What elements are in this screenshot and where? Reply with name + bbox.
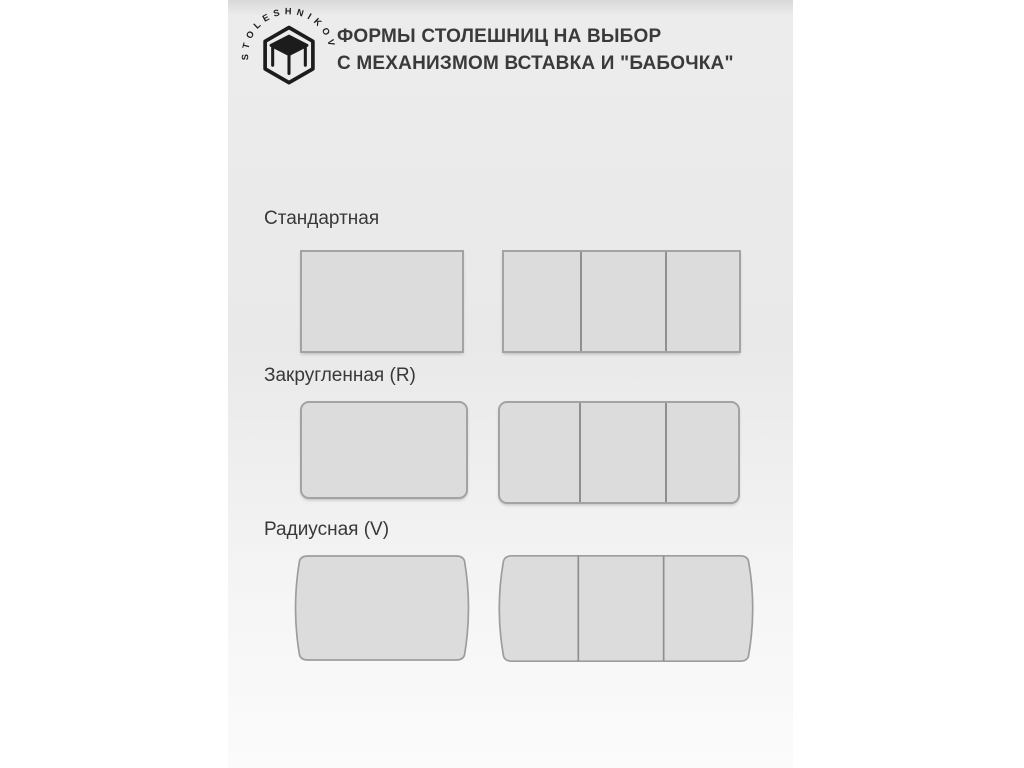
tabletop-standard-closed: [300, 250, 464, 353]
section-label-radius: Радиусная (V): [264, 519, 390, 540]
tabletop-rounded-closed: [300, 401, 468, 499]
tabletop-panel: [500, 403, 579, 502]
tabletop-panel: [504, 252, 580, 351]
content-page: [228, 0, 793, 768]
page-title-line-1: ФОРМЫ СТОЛЕШНИЦ НА ВЫБОР: [337, 26, 662, 47]
tabletop-panel: [665, 403, 738, 502]
brand-name-arc-text: STOLESHNIKOV: [240, 6, 338, 61]
brand-logo: [240, 2, 338, 100]
tabletop-insert-panel: [580, 252, 665, 351]
tabletop-standard-extended: [502, 250, 741, 353]
table-icon: [271, 36, 307, 73]
tabletop-insert-panel: [579, 403, 665, 502]
tabletop-radius-closed: [291, 554, 473, 662]
tabletop-rounded-extended: [498, 401, 740, 504]
tabletop-panel: [665, 252, 739, 351]
tabletop-radius-extended: [494, 554, 758, 663]
page-title-line-2: С МЕХАНИЗМОМ ВСТАВКА И "БАБОЧКА": [337, 53, 734, 74]
page-title: [337, 23, 734, 77]
section-label-standard: Стандартная: [264, 208, 380, 229]
section-label-rounded: Закругленная (R): [264, 365, 416, 386]
